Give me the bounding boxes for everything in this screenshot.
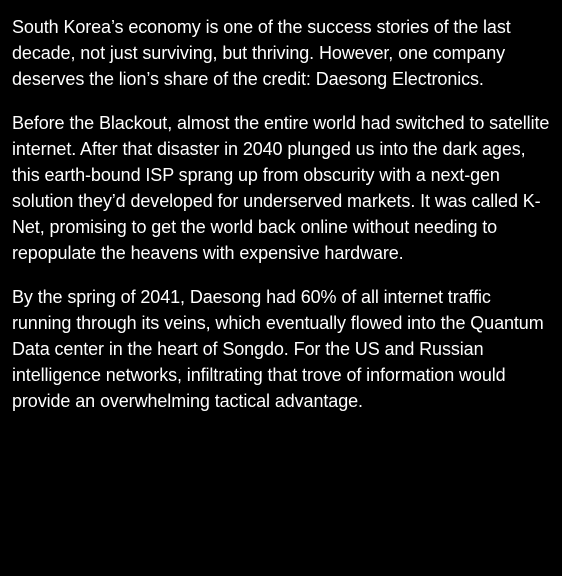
paragraph-intro: South Korea’s economy is one of the success stories of the last decade, not just surviving, but thriving. However, one company deserves the lion’s share of the credit: Daesong Electronics.	[12, 17, 511, 89]
paragraph-spring-2041: By the spring of 2041, Daesong had 60% of all internet traffic running through its veins, which eventually flowed into the Quantum Data center in the heart of Songdo. For the US and Russian intelligence networks, infiltrating that trove of information would provide an overwhelming tactical advantage.	[12, 287, 544, 411]
paragraph-blackout: Before the Blackout, almost the entire world had switched to satellite internet. After that disaster in 2040 plunged us into the dark ages, this earth-bound ISP sprang up from obscurity with a next-gen solution they’d developed for underserved markets. It was called K-Net, promising to get the world back online without needing to repopulate the heavens with expensive hardware.	[12, 113, 550, 263]
